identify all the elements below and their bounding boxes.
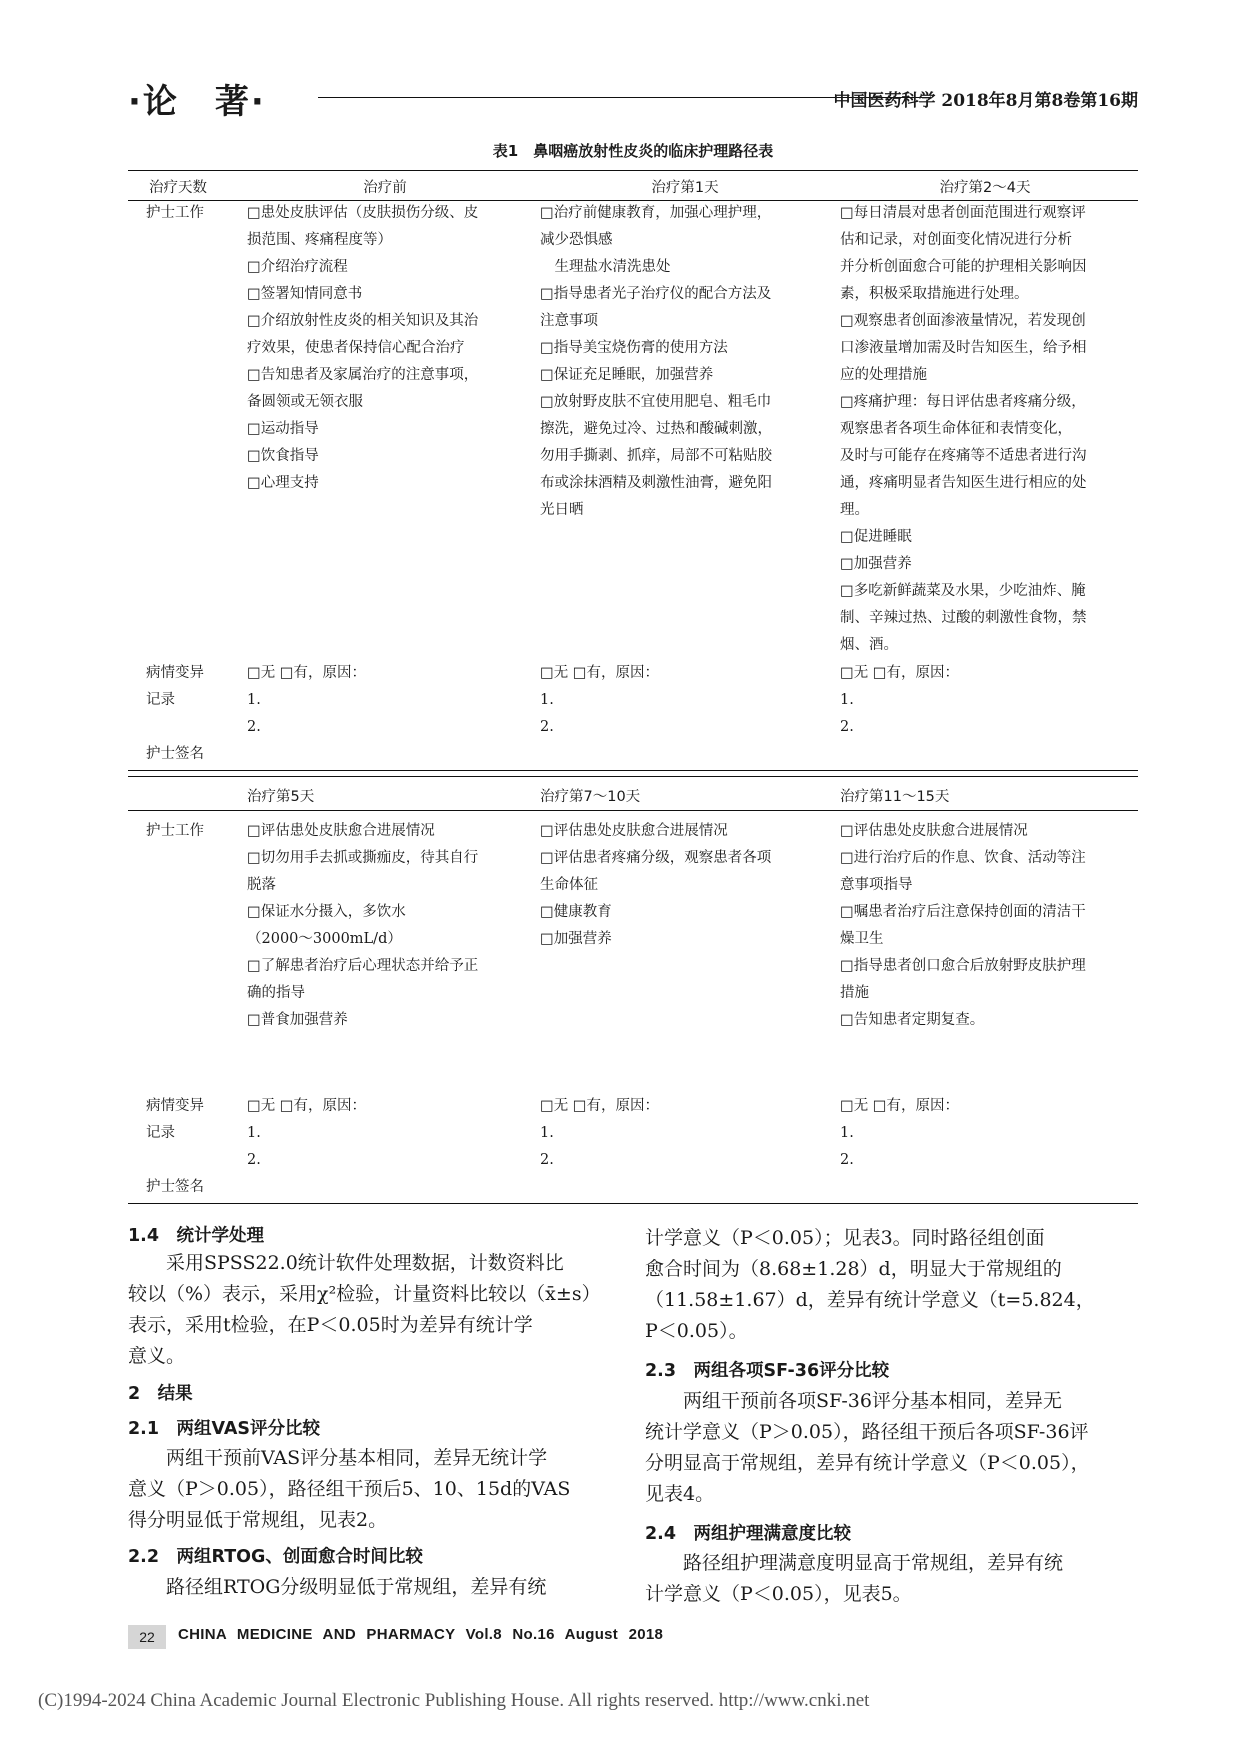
table-line: 1. [840,692,854,708]
table-line: 备圆领或无领衣服 [247,394,363,410]
table-line: □疼痛护理：每日评估患者疼痛分级， [840,394,1086,410]
text-line: （11.58±1.67）d，差异有统计学意义（t=5.824， [645,1289,1095,1311]
table-line: 确的指导 [247,985,305,1001]
col-header-day7-10: 治疗第7～10天 [540,789,641,805]
text-line: 得分明显低于常规组，见表2。 [128,1509,388,1531]
table-line: 病情变异 [146,665,204,681]
table-line: 生命体征 [540,877,598,893]
table-line: □进行治疗后的作息、饮食、活动等注 [840,850,1086,866]
section-1-4: 1.4 统计学处理 [128,1226,265,1246]
text-line: 采用SPSS22.0统计软件处理数据，计数资料比 [166,1252,564,1274]
col-header-day11-15: 治疗第11～15天 [840,789,950,805]
page-number: 22 [128,1625,166,1649]
page-header [128,70,1138,130]
table-line: 观察患者各项生命体征和表情变化， [840,421,1072,437]
table-line: 记录 [146,1125,175,1141]
col-header-day5: 治疗第5天 [247,789,315,805]
footer-journal: CHINA MEDICINE AND PHARMACY Vol.8 No.16 August 2018 [178,1626,664,1643]
table-line: □无 □有，原因： [540,665,660,681]
paragraph-1-4-cont [128,1279,620,1372]
table-line: □告知患者定期复查。 [840,1012,985,1028]
text-line: 表示，采用t检验，在P＜0.05时为差异有统计学 [128,1314,533,1336]
table-line: 病情变异 [146,1098,204,1114]
text-line: 愈合时间为（8.68±1.28）d，明显大于常规组的 [645,1258,1062,1280]
cell-before-variation [247,660,527,741]
table-line: 擦洗，避免过冷、过热和酸碱刺激， [540,421,772,437]
journal-issue: 中国医药科学 2018年8月第8卷第16期 [833,91,1138,111]
table-line: 2. [540,1152,554,1168]
table-line: □普食加强营养 [247,1012,348,1028]
cell-day7-10-work [540,818,825,953]
row-label-nurse-work: 护士工作 [146,205,204,221]
table-line: 应的处理措施 [840,367,927,383]
col-header-before: 治疗前 [363,180,407,196]
table-line: 生理盐水清洗患处 [540,259,671,275]
table-line: □无 □有，原因： [840,665,960,681]
cell-day1-variation [540,660,825,741]
table-line: 通，疼痛明显者告知医生进行相应的处 [840,475,1087,491]
text-line: 计学意义（P＜0.05）；见表3。同时路径组创面 [645,1227,1045,1249]
table-line: □促进睡眠 [840,529,912,545]
table-double-rule-1 [128,770,1138,771]
table-line: 勿用手撕剥、抓痒，局部不可粘贴胶 [540,448,772,464]
cell-day5-work [247,818,527,1034]
cell-day11-15-work [840,818,1138,1034]
paragraph-2-2 [128,1572,620,1603]
table-line: 意事项指导 [840,877,913,893]
section-2: 2 结果 [128,1384,193,1404]
table-line: □了解患者治疗后心理状态并给予正 [247,958,479,974]
table-line: □指导患者光子治疗仪的配合方法及 [540,286,772,302]
table-line: 燥卫生 [840,931,884,947]
table-line: □保证水分摄入，多饮水 [247,904,406,920]
col-header-day2-4: 治疗第2～4天 [939,180,1031,196]
table-line: □指导患者创口愈合后放射野皮肤护理 [840,958,1086,974]
cell-day2-4-work [840,200,1138,659]
table-line: 减少恐惧感 [540,232,613,248]
row-label-signature: 护士签名 [146,746,204,762]
table-line: 烟、酒。 [840,637,898,653]
section-2-2: 2.2 两组RTOG、创面愈合时间比较 [128,1547,423,1567]
table-line: □切勿用手去抓或撕痂皮，待其自行 [247,850,479,866]
table-line: □患处皮肤评估（皮肤损伤分级、皮 [247,205,479,221]
table-line: □观察患者创面渗液量情况，若发现创 [840,313,1086,329]
table-line: 2. [840,1152,854,1168]
text-line: 统计学意义（P＞0.05），路径组干预后各项SF-36评 [645,1421,1089,1443]
row-label-nurse-work-2: 护士工作 [146,823,204,839]
table-line: 1. [540,692,554,708]
table-line: □心理支持 [247,475,319,491]
table-line: 及时与可能存在疼痛等不适患者进行沟 [840,448,1087,464]
section-2-1: 2.1 两组VAS评分比较 [128,1419,321,1439]
table-line: □介绍治疗流程 [247,259,348,275]
table-line: □健康教育 [540,904,612,920]
text-line: 路径组护理满意度明显高于常规组，差异有统 [683,1552,1064,1574]
copyright-notice: (C)1994-2024 China Academic Journal Electronic Publishing House. All rights reserved. http://www.cnki.net [38,1690,870,1711]
table-line: □指导美宝烧伤膏的使用方法 [540,340,728,356]
table-line: 记录 [146,692,175,708]
table-line: 1. [247,692,261,708]
table-bottom-rule [128,1203,1138,1204]
table-line: 2. [540,719,554,735]
cell-before-work [247,200,527,497]
paragraph-1-4 [128,1248,620,1279]
paragraph-2-2-cont [645,1223,1138,1347]
table-line: 2. [247,719,261,735]
paragraph-2-3 [645,1386,1138,1510]
table-line: 1. [247,1125,261,1141]
table-line: 2. [840,719,854,735]
table-line: □治疗前健康教育，加强心理护理， [540,205,772,221]
table-line: □加强营养 [540,931,612,947]
table-top-rule [128,170,1138,171]
table-line: □无 □有，原因： [540,1098,660,1114]
table-line: □签署知情同意书 [247,286,363,302]
cell-day11-15-variation [840,1093,1138,1174]
cell-day2-4-variation [840,660,1138,741]
table-line: □保证充足睡眠，加强营养 [540,367,714,383]
table-line: □评估患处皮肤愈合进展情况 [540,823,728,839]
table-line: 措施 [840,985,869,1001]
text-line: 两组干预前VAS评分基本相同，差异无统计学 [166,1447,548,1469]
text-line: 见表4。 [645,1483,715,1505]
table-line: □无 □有，原因： [247,665,367,681]
text-line: 意义。 [128,1345,186,1367]
text-line: 意义（P＞0.05），路径组干预后5、10、15d的VAS [128,1478,571,1500]
table-line: □告知患者及家属治疗的注意事项， [247,367,479,383]
text-line: 较以（%）表示，采用χ²检验，计量资料比较以（x̄±s） [128,1283,601,1305]
table-line: 脱落 [247,877,276,893]
table-line: 1. [840,1125,854,1141]
table-line: 估和记录，对创面变化情况进行分析 [840,232,1072,248]
table-line: □评估患处皮肤愈合进展情况 [840,823,1028,839]
section-2-4: 2.4 两组护理满意度比较 [645,1524,852,1544]
table-line: □放射野皮肤不宜使用肥皂、粗毛巾 [540,394,772,410]
table-line: 理。 [840,502,869,518]
table-caption: 表1 鼻咽癌放射性皮炎的临床护理路径表 [492,142,774,160]
table-double-rule-2 [128,776,1138,777]
table-line: 光日晒 [540,502,584,518]
text-line: 分明显高于常规组，差异有统计学意义（P＜0.05）， [645,1452,1090,1474]
table-line: 1. [540,1125,554,1141]
text-line: 路径组RTOG分级明显低于常规组，差异有统 [166,1576,547,1598]
table-line: 2. [247,1152,261,1168]
table-head-rule-2 [128,810,1138,811]
table-line: 口渗液量增加需及时告知医生，给予相 [840,340,1087,356]
table-line: （2000～3000mL/d） [247,931,402,947]
table-line: □无 □有，原因： [840,1098,960,1114]
row-label-variation [146,660,226,714]
text-line: P＜0.05）。 [645,1320,748,1342]
table-line: 损范围、疼痛程度等） [247,232,392,248]
table-line: □加强营养 [840,556,912,572]
table-line: □介绍放射性皮炎的相关知识及其治 [247,313,479,329]
table-line: □多吃新鲜蔬菜及水果，少吃油炸、腌 [840,583,1086,599]
cell-day1-work [540,200,825,524]
table-line: □饮食指导 [247,448,319,464]
col-header-day1: 治疗第1天 [651,180,719,196]
col-header-days: 治疗天数 [149,180,207,196]
table-line: □评估患处皮肤愈合进展情况 [247,823,435,839]
paragraph-2-1 [128,1443,620,1536]
section-label: ·论 著· [128,82,266,122]
table-line: 并分析创面愈合可能的护理相关影响因 [840,259,1087,275]
cell-day7-10-variation [540,1093,825,1174]
row-label-signature-2: 护士签名 [146,1179,204,1195]
cell-day5-variation [247,1093,527,1174]
table-line: □每日清晨对患者创面范围进行观察评 [840,205,1086,221]
section-2-3: 2.3 两组各项SF-36评分比较 [645,1361,890,1381]
text-line: 两组干预前各项SF-36评分基本相同，差异无 [683,1390,1062,1412]
table-line: □嘱患者治疗后注意保持创面的清洁干 [840,904,1086,920]
text-line: 计学意义（P＜0.05），见表5。 [645,1583,912,1605]
table-line: 素，积极采取措施进行处理。 [840,286,1029,302]
table-line: 布或涂抹酒精及刺激性油膏，避免阳 [540,475,772,491]
paragraph-2-4 [645,1548,1138,1610]
table-line: 疗效果，使患者保持信心配合治疗 [247,340,465,356]
row-label-variation-2 [146,1093,226,1147]
table-line: 注意事项 [540,313,598,329]
table-line: 制、辛辣过热、过酸的刺激性食物，禁 [840,610,1087,626]
table-line: □运动指导 [247,421,319,437]
table-line: □无 □有，原因： [247,1098,367,1114]
table-line: □评估患者疼痛分级，观察患者各项 [540,850,772,866]
